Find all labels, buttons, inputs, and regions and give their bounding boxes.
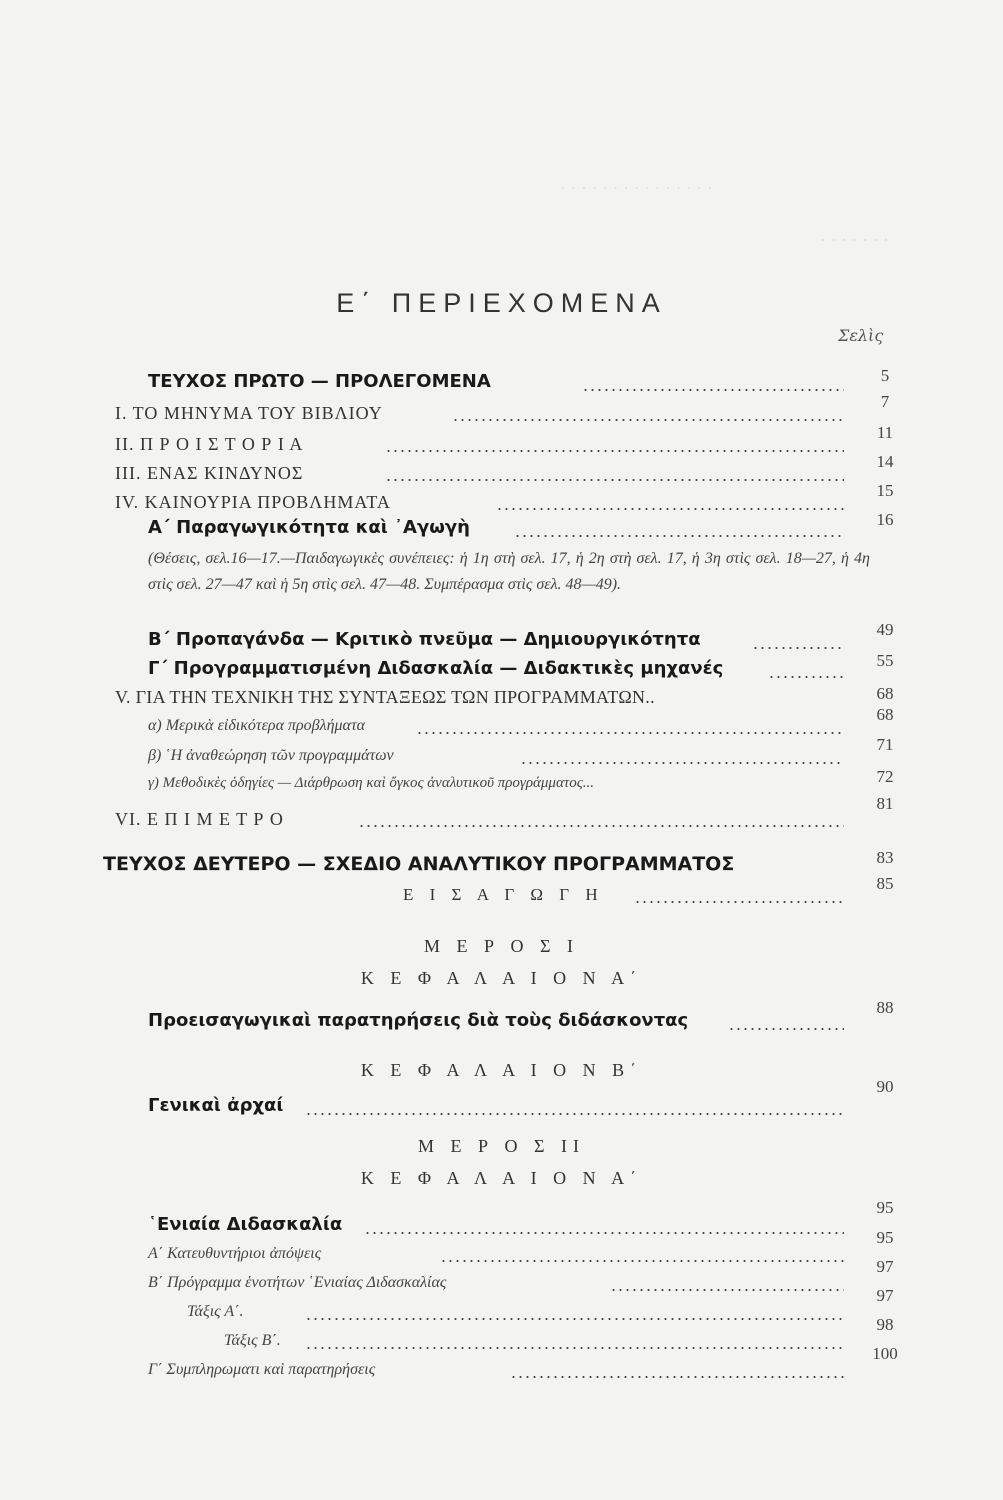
toc-label: Γενικαὶ ἀρχαί xyxy=(148,1095,284,1116)
leader-dots xyxy=(582,389,844,391)
toc-label: Προεισαγωγικαὶ παρατηρήσεις διὰ τοὺς διδάσκοντας xyxy=(148,1010,689,1031)
chapter-heading: Κ Ε Φ Α Λ Α Ι Ο Ν Β΄ xyxy=(360,1060,643,1080)
toc-label: V. ΓΙΑ ΤΗΝ ΤΕΧΝΙΚΗ ΤΗΣ ΣΥΝΤΑΞΕΩΣ ΤΩΝ ΠΡΟΓΡΑΜΜΑΤΩΝ.. xyxy=(115,687,655,707)
toc-label: Β΄ Προπαγάνδα — Κριτικὸ πνεῦμα — Δημιουργικότητα xyxy=(148,629,701,650)
leader-dots xyxy=(768,676,844,678)
leader-dots xyxy=(385,479,844,481)
toc-entry xyxy=(0,1257,1003,1299)
toc-label: Β΄ Πρόγραμμα ἑνοτήτων ῾Ενιαίας Διδασκαλίας xyxy=(148,1274,447,1291)
leader-dots xyxy=(634,901,844,903)
toc-page-number: 85 xyxy=(876,874,894,893)
toc-label: Ε Ι Σ Α Γ Ω Γ Η xyxy=(403,885,604,904)
toc-label: Α΄ Κατευθυντήριοι ἀπόψεις xyxy=(148,1245,322,1262)
toc-page-number: 88 xyxy=(876,998,894,1017)
leader-dots xyxy=(364,1232,844,1234)
toc-label: ΙΙΙ. ΕΝΑΣ ΚΙΝΔΥΝΟΣ xyxy=(115,463,304,483)
toc-entry xyxy=(0,620,1003,657)
chapter-heading: Κ Ε Φ Α Λ Α Ι Ο Ν Α΄ xyxy=(360,1168,643,1188)
toc-entry xyxy=(0,767,1003,800)
leader-dots xyxy=(610,1289,844,1291)
toc-page-number: 100 xyxy=(872,1344,898,1363)
toc-page-number: 14 xyxy=(876,452,894,471)
toc-page-number: 95 xyxy=(876,1198,894,1217)
toc-page-number: 90 xyxy=(876,1077,894,1096)
toc-entry xyxy=(0,1286,1003,1328)
toc-page-number: 7 xyxy=(880,392,890,411)
toc-label: Τάξις Β΄. xyxy=(224,1332,281,1349)
toc-entry xyxy=(0,1344,1003,1386)
show-through-text: · · · · · · · · · · · · · · · xyxy=(560,178,713,198)
toc-entry xyxy=(0,651,1003,686)
leader-dots xyxy=(496,508,844,510)
toc-entry xyxy=(0,848,1003,881)
pages-column-header: Σελὶς xyxy=(838,326,884,345)
part-heading: Μ Ε Ρ Ο Σ Ι xyxy=(424,936,579,956)
toc-page-number: 71 xyxy=(876,735,894,754)
toc-page-number: 72 xyxy=(876,767,894,786)
show-through-text: · · · · · · · xyxy=(820,230,889,250)
toc-page-number: 68 xyxy=(876,705,894,724)
leader-dots xyxy=(514,535,844,537)
part-heading: Μ Ε Ρ Ο Σ ΙΙ xyxy=(418,1136,585,1156)
toc-label: Τάξις Α΄. xyxy=(187,1303,244,1320)
toc-label: ῾Ενιαία Διδασκαλία xyxy=(148,1214,343,1235)
toc-label: VI. Ε Π Ι Μ Ε Τ Ρ Ο xyxy=(115,809,284,829)
toc-label: Γ΄ Συμπληρωματι καὶ παρατηρήσεις xyxy=(148,1361,376,1378)
toc-page-number: 83 xyxy=(876,848,894,867)
toc-label: Γ΄ Προγραμματισμένη Διδασκαλία — Διδακτικὲς μηχανές xyxy=(148,658,724,679)
toc-page-number: 16 xyxy=(876,510,894,529)
leader-dots xyxy=(440,1260,844,1262)
leader-dots xyxy=(452,419,844,421)
leader-dots xyxy=(728,1028,844,1030)
toc-page-number: 11 xyxy=(876,423,894,442)
leader-dots xyxy=(520,762,844,764)
toc-label: IV. ΚΑΙΝΟΥΡΙΑ ΠΡΟΒΛΗΜΑΤΑ xyxy=(115,492,391,512)
toc-label: β) ῾Η ἀναθεώρηση τῶν προγραμμάτων xyxy=(148,747,394,764)
toc-page-number: 68 xyxy=(876,684,894,703)
sub-entries-note: (Θέσεις, σελ.16—17.—Παιδαγωγικὲς συνέπειες: ἡ 1η στὴ σελ. 17, ἡ 2η στὴ σελ. 17, ἡ 3η στὶς σελ. 18—27, ἡ 4η στὶς σελ. 27—47 καὶ ἡ 5η στὶς σελ. 47—48. Συμπέρασμα στὶς σελ. 48—49). xyxy=(148,550,870,593)
leader-dots xyxy=(416,732,844,734)
toc-entry xyxy=(0,423,1003,460)
toc-entry xyxy=(0,510,1003,545)
toc-entry xyxy=(0,794,1003,835)
toc-page-number: 95 xyxy=(876,1228,894,1247)
toc-page-number: 97 xyxy=(876,1286,894,1305)
toc-label: Ι. ΤΟ ΜΗΝΥΜΑ ΤΟΥ ΒΙΒΛΙΟΥ xyxy=(115,403,383,423)
leader-dots xyxy=(385,450,844,452)
toc-page-number: 98 xyxy=(876,1315,894,1334)
toc-entry xyxy=(0,874,1003,911)
toc-entry xyxy=(0,998,1003,1038)
toc-entry xyxy=(0,1315,1003,1357)
toc-entry xyxy=(0,1198,1003,1242)
leader-dots xyxy=(305,1113,844,1115)
toc-page-number: 15 xyxy=(876,481,894,500)
toc-label: α) Μερικὰ εἰδικότερα προβλήματα xyxy=(148,717,366,734)
toc-entry xyxy=(0,392,1003,429)
toc-label: ΙΙ. Π Ρ Ο Ι Σ Τ Ο Ρ Ι Α xyxy=(115,434,304,454)
toc-label: γ) Μεθοδικὲς ὁδηγίες — Διάρθρωση καὶ ὄγκος ἀναλυτικοῦ προγράμματος... xyxy=(148,775,595,791)
toc-page-number: 55 xyxy=(876,651,894,670)
toc-entry xyxy=(0,452,1003,489)
leader-dots xyxy=(510,1376,844,1378)
toc-entry xyxy=(0,685,1003,713)
toc-entry xyxy=(0,481,1003,518)
toc-entry xyxy=(0,705,1003,742)
toc-entry xyxy=(0,735,1003,772)
chapter-heading: Κ Ε Φ Α Λ Α Ι Ο Ν Α΄ xyxy=(360,968,643,988)
leader-dots xyxy=(305,1347,844,1349)
toc-entry xyxy=(0,1228,1003,1270)
page-title: Ε΄ ΠΕΡΙΕΧΟΜΕΝΑ xyxy=(336,288,667,318)
toc-entry xyxy=(0,366,1003,399)
toc-label: ΤΕΥΧΟΣ ΔΕΥΤΕΡΟ — ΣΧΕΔΙΟ ΑΝΑΛΥΤΙΚΟΥ ΠΡΟΓΡΑΜΜΑΤΟΣ xyxy=(103,853,735,875)
toc-label: Α΄ Παραγωγικότητα καὶ ᾿Αγωγὴ xyxy=(148,517,470,538)
toc-page-number: 81 xyxy=(876,794,894,813)
leader-dots xyxy=(305,1318,844,1320)
toc-page-number: 49 xyxy=(876,620,894,639)
toc-label: ΤΕΥΧΟΣ ΠΡΩΤΟ — ΠΡΟΛΕΓΟΜΕΝΑ xyxy=(148,371,491,392)
leader-dots xyxy=(752,647,844,649)
toc-page-number: 5 xyxy=(880,366,890,385)
leader-dots xyxy=(358,825,844,827)
toc-entry xyxy=(0,1077,1003,1123)
toc-page-number: 97 xyxy=(876,1257,894,1276)
